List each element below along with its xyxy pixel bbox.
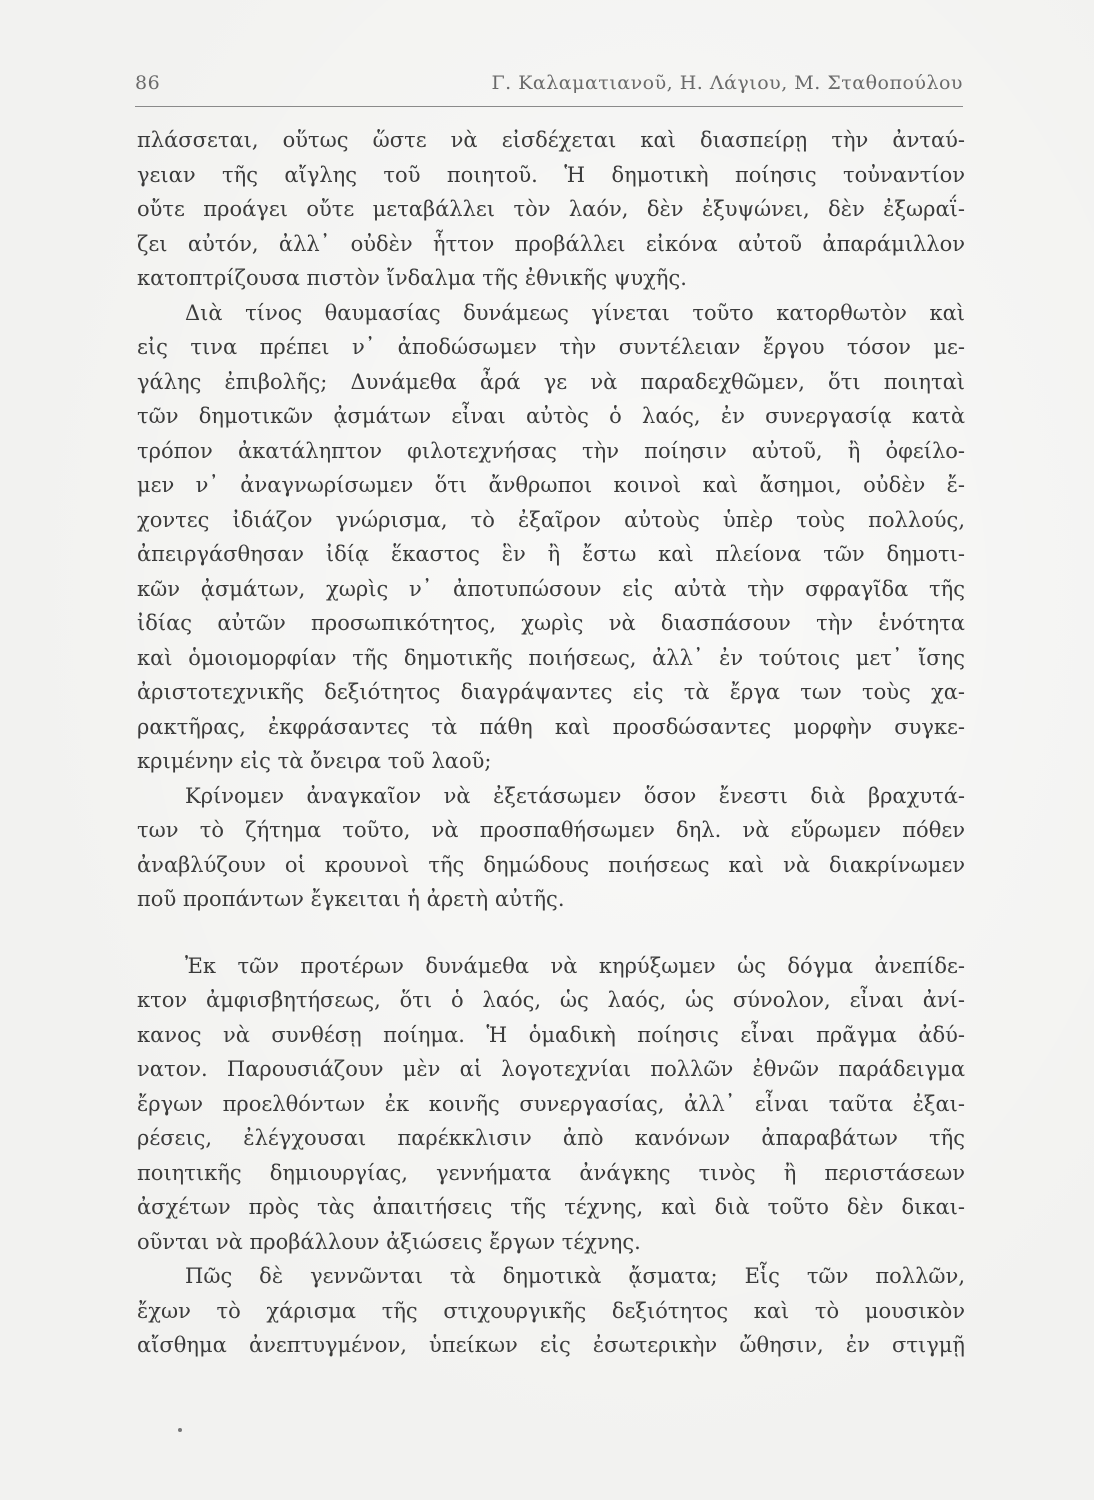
text-line: ρέσεις, ἐλέγχουσαι παρέκκλισιν ἀπὸ κανόνων ἀπαραβάτων τῆς [137, 1126, 965, 1150]
text-line: ἀσχέτων πρὸς τὰς ἀπαιτήσεις τῆς τέχνης, καὶ διὰ τοῦτο δὲν δικαι- [137, 1195, 965, 1219]
text-line: αἴσθημα ἀνεπτυγμένον, ὑπείκων εἰς ἐσωτερικὴν ὤθησιν, ἐν στιγμῇ [137, 1333, 965, 1357]
print-speck [178, 1428, 182, 1432]
text-line: Πῶς δὲ γεννῶνται τὰ δημοτικὰ ᾄσματα; Εἷς τῶν πολλῶν, [185, 1264, 965, 1288]
text-line: χοντες ἰδιάζον γνώρισμα, τὸ ἐξαῖρον αὐτοὺς ὑπὲρ τοὺς πολλούς, [137, 507, 965, 532]
text-line: ἔργων προελθόντων ἐκ κοινῆς συνεργασίας, ἀλλ᾽ εἶναι ταῦτα ἐξαι- [137, 1091, 965, 1116]
text-line: κῶν ᾀσμάτων, χωρὶς ν᾽ ἀποτυπώσουν εἰς αὐτὰ τὴν σφραγῖδα τῆς [137, 576, 965, 601]
text-line: νατον. Παρουσιάζουν μὲν αἱ λογοτεχνίαι πολλῶν ἐθνῶν παράδειγμα [137, 1057, 965, 1081]
text-line: καὶ ὁμοιομορφίαν τῆς δημοτικῆς ποιήσεως, ἀλλ᾽ ἐν τούτοις μετ᾽ ἴσης [137, 645, 965, 670]
text-line: ποῦ προπάντων ἔγκειται ἡ ἀρετὴ αὐτῆς. [137, 887, 565, 911]
text-line: κατοπτρίζουσα πιστὸν ἴνδαλμα τῆς ἐθνικῆς ψυχῆς. [137, 266, 687, 290]
text-line: ἀριστοτεχνικῆς δεξιότητος διαγράψαντες εἰς τὰ ἔργα των τοὺς χα- [137, 680, 965, 704]
text-line: κανος νὰ συνθέσῃ ποίημα. Ἡ ὁμαδικὴ ποίησις εἶναι πρᾶγμα ἀδύ- [137, 1022, 965, 1047]
text-line: κτον ἀμφισβητήσεως, ὅτι ὁ λαός, ὡς λαός, ὡς σύνολον, εἶναι ἀνί- [137, 988, 965, 1012]
text-line: ἰδίας αὐτῶν προσωπικότητος, χωρὶς νὰ διασπάσουν τὴν ἑνότητα [137, 611, 965, 635]
running-head [135, 72, 963, 100]
text-line: ἀναβλύζουν οἱ κρουνοὶ τῆς δημώδους ποιήσεως καὶ νὰ διακρίνωμεν [137, 852, 965, 877]
text-line: ἔχων τὸ χάρισμα τῆς στιχουργικῆς δεξιότητος καὶ τὸ μουσικὸν [137, 1298, 965, 1323]
text-line: ἀπειργάσθησαν ἰδίᾳ ἕκαστος ἓν ἢ ἔστω καὶ πλείονα τῶν δημοτι- [137, 542, 965, 566]
text-line: πλάσσεται, οὕτως ὥστε νὰ εἰσδέχεται καὶ διασπείρῃ τὴν ἀνταύ- [137, 128, 965, 152]
text-line: ποιητικῆς δημιουργίας, γεννήματα ἀνάγκης τινὸς ἢ περιστάσεων [137, 1160, 965, 1185]
text-line: Ἐκ τῶν προτέρων δυνάμεθα νὰ κηρύξωμεν ὡς δόγμα ἀνεπίδε- [185, 953, 965, 978]
text-line: γάλης ἐπιβολῆς; Δυνάμεθα ἆρά γε νὰ παραδεχθῶμεν, ὅτι ποιηταὶ [137, 369, 965, 394]
paragraph [137, 779, 965, 917]
text-line: οῦνται νὰ προβάλλουν ἀξιώσεις ἔργων τέχνης. [137, 1229, 641, 1254]
header-rule [135, 106, 963, 107]
running-head-title: Γ. Καλαματιανοῦ, Η. Λάγιου, Μ. Σταθοπούλου [491, 72, 963, 94]
text-line: των τὸ ζήτημα τοῦτο, νὰ προσπαθήσωμεν δηλ. νὰ εὕρωμεν πόθεν [137, 818, 965, 842]
text-line: τῶν δημοτικῶν ᾀσμάτων εἶναι αὐτὸς ὁ λαός, ἐν συνεργασίᾳ κατὰ [137, 404, 965, 428]
text-line: εἰς τινα πρέπει ν᾽ ἀποδώσωμεν τὴν συντέλειαν ἔργου τόσον με- [137, 335, 965, 359]
text-line: ζει αὐτόν, ἀλλ᾽ οὐδὲν ἧττον προβάλλει εἰκόνα αὐτοῦ ἀπαράμιλλον [137, 231, 965, 256]
paragraph [137, 1259, 965, 1363]
paragraph [137, 123, 965, 296]
paragraph [137, 949, 965, 1260]
text-line: Διὰ τίνος θαυμασίας δυνάμεως γίνεται τοῦτο κατορθωτὸν καὶ [185, 300, 965, 325]
text-line: οὔτε προάγει οὔτε μεταβάλλει τὸν λαόν, δὲν ἐξυψώνει, δὲν ἐξωραΐ- [137, 197, 965, 221]
text-line: Κρίνομεν ἀναγκαῖον νὰ ἐξετάσωμεν ὅσον ἔνεστι διὰ βραχυτά- [185, 783, 965, 808]
paragraph [137, 296, 965, 779]
paragraph-gap [137, 917, 965, 949]
body-text [137, 123, 965, 1363]
text-line: τρόπον ἀκατάληπτον φιλοτεχνήσας τὴν ποίησιν αὐτοῦ, ἢ ὀφείλο- [137, 438, 965, 463]
text-line: γειαν τῆς αἴγλης τοῦ ποιητοῦ. Ἡ δημοτικὴ ποίησις τοὐναντίον [137, 162, 965, 187]
text-line: κριμένην εἰς τὰ ὄνειρα τοῦ λαοῦ; [137, 749, 492, 773]
page-number: 86 [135, 72, 161, 94]
text-line: ρακτῆρας, ἐκφράσαντες τὰ πάθη καὶ προσδώσαντες μορφὴν συγκε- [137, 714, 965, 739]
text-line: μεν ν᾽ ἀναγνωρίσωμεν ὅτι ἄνθρωποι κοινοὶ καὶ ἄσημοι, οὐδὲν ἔ- [137, 473, 965, 497]
